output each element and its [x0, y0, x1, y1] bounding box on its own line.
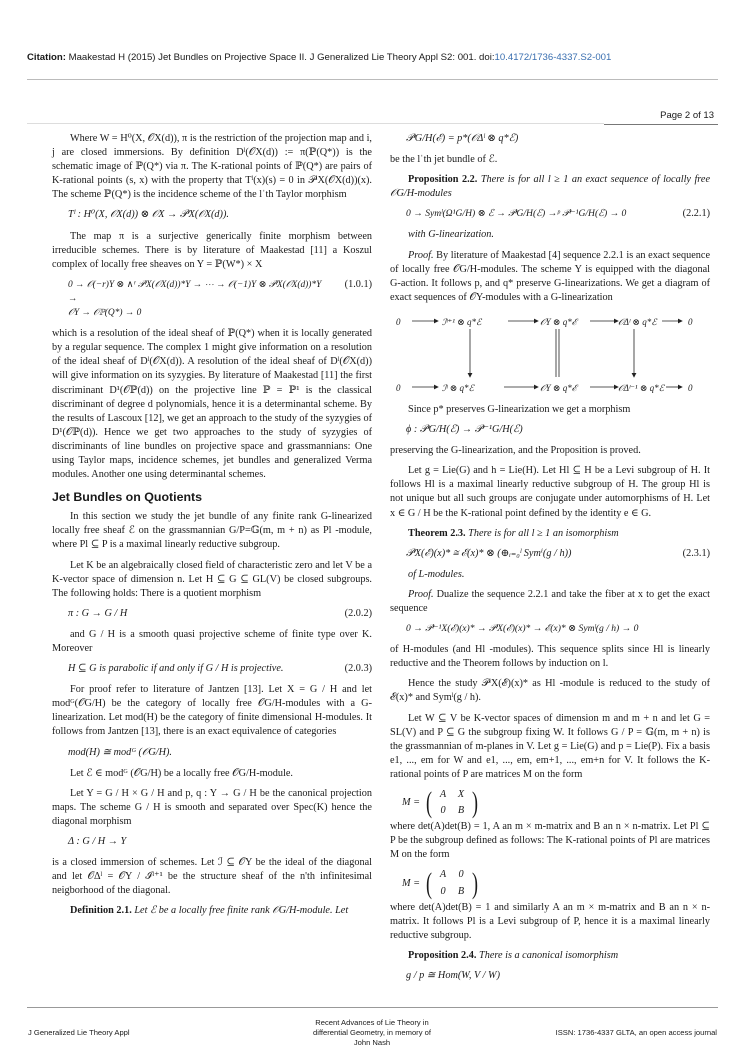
equation-line: 0 → 𝒪(−r)Y ⊗ ∧ʳ 𝒫ˡX(𝒪X(d))*Y → ⋯ → 𝒪(−1)Y ⊗ 𝒫ˡX(𝒪X(d))*Y →	[68, 279, 322, 304]
right-column	[390, 132, 710, 990]
diagram-node: ℐˡ ⊗ q*ℰ	[442, 382, 474, 393]
proposition	[390, 173, 710, 201]
definition-title: Definition 2.1.	[70, 905, 132, 917]
matrix-equation: M = ( A X 0 B )	[402, 786, 479, 820]
equation: Tˡ : H⁰(X, 𝒪X(d)) ⊗ 𝒪X → 𝒫ˡX(𝒪X(d)).	[68, 209, 229, 221]
diagram-node: 0	[396, 382, 401, 393]
paragraph: with G-linearization.	[408, 229, 494, 241]
paragraph: For proof refer to literature of Jantzen [13]. Let X = G / H and let modᴳ(𝒪G/H) be the category of locally free 𝒪G/H-modules with a G-linearization. Let mod(H) be the category of finite dimensional H-modules. It follows from Jantzen [13], there is an exact equivalence of categories	[52, 684, 372, 738]
footer-issue-line: Recent Advances of Lie Theory in	[315, 1018, 429, 1027]
equation-number: (2.2.1)	[682, 208, 710, 220]
citation-text: Maakestad H (2015) Jet Bundles on Projective Space II. J Generalized Lie Theory Appl S2: 001. doi:	[68, 52, 495, 63]
proof	[390, 588, 710, 616]
paragraph: Since p* preserves G-linearization we get a morphism	[408, 403, 631, 415]
equation: g / p ≅ Hom(W, V / W)	[406, 970, 501, 982]
footer-rule	[27, 1007, 718, 1008]
citation-line	[27, 51, 727, 64]
paragraph: is a closed immersion of schemes. Let ℐ ⊆ 𝒪Y be the ideal of the diagonal and let 𝒪Δˡ = 𝒪Y / ℐˡ⁺¹ be the structure sheaf of the n'th infinitesimal neigborhood of the diagonal.	[52, 857, 372, 897]
paragraph: Let W ⊆ V be K-vector spaces of dimension m and m + n and let G = SL(V) and P ⊆ G the subgroup fixing W. It follows G / P = 𝔾(m, m + n) is the grassmannian of m-planes in V. Let g = Lie(G) and p = Lie(P). Fix a basis e1, ..., em for W and e1, ..., em, em+1, ..., em+n for V. It follows the K-rational points of P are matrices M on the form	[390, 712, 710, 780]
definition-text: Let ℰ be a locally free finite rank 𝒪G/H-module. Let	[134, 905, 349, 917]
diagram-node: ℐˡ⁺¹ ⊗ q*ℰ	[442, 316, 482, 327]
paragraph: where det(A)det(B) = 1 and similarly A an m × m-matrix and B an n × n-matrix. It follows Pl is a Levi subgroup of P, hence it is a maximal linearly reductive subgroup.	[390, 901, 710, 941]
page-number: Page 2 of 13	[604, 108, 718, 125]
proof-label: Proof.	[408, 249, 434, 261]
paragraph: of L-modules.	[408, 568, 465, 580]
left-column	[52, 132, 372, 925]
diagram-node: 0	[688, 382, 693, 393]
diagram-node: 0	[688, 316, 693, 327]
commutative-diagram	[390, 311, 710, 397]
proposition-title: Proposition 2.4.	[408, 949, 477, 961]
theorem-title: Theorem 2.3.	[408, 527, 466, 539]
paragraph: Let g = Lie(G) and h = Lie(H). Let Hl ⊆ H be a Levi subgroup of H. It follows Hl is a maximal linearly reductive subgroup of H. The group Hl is not unique but all such groups are conjugate under automorphisms of H. Let x ∈ G / H be the K-rational point defined by the identity e ∈ G.	[390, 465, 710, 519]
equation: 𝒫ˡG/H(ℰ) = p*(𝒪Δˡ ⊗ q*ℰ)	[406, 133, 519, 144]
paragraph: Let K be an algebraically closed field of characteristic zero and let V be a K-vector space of dimension n. Let H ⊆ G ⊆ GL(V) be closed subgroups. The following holds: There is a quotient morphism	[52, 559, 372, 599]
paragraph: Where W = H⁰(X, 𝒪X(d)), π is the restriction of the projection map and i, j are closed immersions. By definition Dˡ(𝒪X(d)) := π(ℙ(Q*)) is the schematic image of ℙ(Q*) via π. The K-rational points of ℙ(Q*) are pairs of K-rational points (s, x) with the property that Tˡ(x)(s) = 0 in 𝒫ˡX(𝒪X(d))(x). The scheme ℙ(Q*) is the incidence scheme of the lˈth Taylor morphism	[52, 133, 372, 201]
definition	[52, 904, 372, 918]
theorem-text: There is for all l ≥ 1 an isomorphism	[468, 527, 619, 539]
equation: 0 → 𝒫ˡ⁻¹X(ℰ)(x)* → 𝒫ˡX(ℰ)(x)* → ℰ(x)* ⊗ Symˡ(g / h) → 0	[406, 623, 639, 635]
proof-label: Proof.	[408, 588, 434, 600]
equation: ϕ : 𝒫ˡG/H(ℰ) → 𝒫ˡ⁻¹G/H(ℰ)	[406, 424, 523, 436]
paragraph: Let ℰ ∈ modᴳ (𝒪G/H) be a locally free 𝒪G/H-module.	[70, 767, 293, 779]
equation: Δ : G / H → Y	[68, 836, 127, 848]
equation-number: (2.3.1)	[682, 547, 710, 559]
paragraph: be the lˈth jet bundle of ℰ.	[390, 154, 498, 166]
diagram-node: 𝒪Δˡ ⊗ q*ℰ	[618, 316, 657, 327]
paragraph: preserving the G-linearization, and the Proposition is proved.	[390, 445, 641, 457]
section-heading: Jet Bundles on Quotients	[52, 490, 203, 505]
header-rule	[27, 79, 718, 80]
matrix-equation: M = ( A 0 0 B )	[402, 866, 479, 900]
proposition	[390, 949, 710, 963]
equation: 0 → Symˡ(Ω¹G/H) ⊗ ℰ → 𝒫ˡG/H(ℰ) →ᵖ 𝒫ˡ⁻¹G/H(ℰ) → 0 (2.2.1)	[390, 207, 710, 221]
equation: H ⊆ G is parabolic if and only if G / H is projective. (2.0.3)	[52, 662, 372, 676]
theorem	[390, 527, 710, 541]
equation: π : G → G / H (2.0.2)	[52, 607, 372, 621]
paragraph: which is a resolution of the ideal sheaf of ℙ(Q*) when it is locally generated by a regular sequence. The complex 1 might give information on a resolution of the ideal sheaf of Dˡ(𝒪X(d)). A resolution of the ideal sheaf of Dˡ(𝒪X(d)) will give information on its syzygies. By literature of Maakestad [11] the first discriminant D¹(𝒪ℙ(d)) on the projective line ℙ = ℙ¹ is the classical discriminant of degree d polynomials, hence it is a determinantal scheme. By the results of Lascoux [12], we get an approach to the study of the syzygies of D¹(𝒪ℙ(d)). Hence we get two approaches to the study of syzygies of discriminants of line bundles on projective space and grassmannians: One using Taylor maps, incidence schemes, jet bundles and generalized Verma modules. Another one using determinantal schemes.	[52, 328, 372, 481]
footer-issue	[262, 1018, 482, 1048]
doi-link[interactable]: 10.4172/1736-4337.S2-001	[494, 52, 612, 63]
paragraph: of H-modules (and Hl -modules). This sequence splits since Hl is linearly reductive and the Theorem follows by induction on l.	[390, 644, 710, 670]
proposition-title: Proposition 2.2.	[408, 174, 478, 186]
equation-number: (1.0.1)	[344, 278, 372, 290]
diagram-node: 𝒪Y ⊗ q*ℰ	[540, 382, 577, 393]
footer-issue-line: differential Geometry, in memory of	[313, 1028, 431, 1037]
diagram-node: 𝒪Y ⊗ q*ℰ	[540, 316, 577, 327]
equation: 𝒫ˡX(ℰ)(x)* ≅ ℰ(x)* ⊗ (⊕ᵢ₌₀ˡ Symⁱ(g / h)) (2.3.1)	[390, 547, 710, 561]
proposition-text: There is a canonical isomorphism	[479, 949, 619, 961]
matrix: ( A X 0 B )	[426, 786, 479, 820]
paragraph: and G / H is a smooth quasi projective scheme of finite type over K. Moreover	[52, 628, 372, 654]
paragraph: In this section we study the jet bundle of any finite rank G-linearized locally free sheaf ℰ on the grassmannian G/P=𝔾(m, m + n) as Pl -module, where Pl ⊆ P is a maximal linearly reductive subgroup.	[52, 511, 372, 551]
matrix: ( A 0 0 B )	[426, 866, 479, 900]
equation: mod(H) ≅ modᴳ (𝒪G/H).	[68, 746, 172, 758]
footer-journal: J Generalized Lie Theory Appl	[28, 1028, 130, 1037]
proposition-text: There is for all l ≥ 1 an exact sequence of locally free 𝒪G/H-modules	[390, 174, 711, 200]
citation-label: Citation:	[27, 52, 66, 63]
footer-issn: ISSN: 1736-4337 GLTA, an open access journal	[555, 1028, 717, 1037]
equation-koszul	[52, 278, 372, 320]
diagram-node: 0	[396, 316, 401, 327]
paragraph: The map π is a surjective generically finite morphism between irreducible schemes. There is by literature of Maakestad [11] a Koszul complex of locally free sheaves on Y = ℙ(W*) × X	[52, 230, 372, 270]
proof-text: By literature of Maakestad [4] sequence 2.2.1 is an exact sequence of locally free 𝒪G/H-modules. The scheme Y is equipped with the diagonal G-action. It follows p, and q* preserve G-linearizations. We get a diagram of exact sequences of 𝒪Y-modules with a G-linearization	[390, 249, 710, 303]
diagram-node: 𝒪Δˡ⁻¹ ⊗ q*ℰ	[618, 382, 665, 393]
proof-text: Dualize the sequence 2.2.1 and take the fiber at x to get the exact sequence	[390, 588, 711, 614]
equation-number: (2.0.2)	[344, 607, 372, 619]
paragraph: Let Y = G / H × G / H and p, q : Y → G / H be the canonical projection maps. The scheme G / H is smooth and separated over Spec(K) hence the diagonal morphism	[52, 787, 372, 827]
proof	[390, 249, 710, 305]
paragraph: Hence the study 𝒫ˡX(ℰ)(x)* as Hl -module is reduced to the study of ℰ(x)* and Symˡ(g / h).	[390, 678, 710, 704]
equation-number: (2.0.3)	[344, 663, 372, 675]
equation-line: 𝒪Y → 𝒪ℙ(Q*) → 0	[68, 308, 142, 319]
footer-issue-line: John Nash	[353, 1038, 391, 1047]
paragraph: where det(A)det(B) = 1, A an m × m-matrix and B an n × n-matrix. Let Pl ⊆ P be the subgroup defined as follows: The K-rational points of Pl are matrices M on the form	[390, 821, 710, 861]
